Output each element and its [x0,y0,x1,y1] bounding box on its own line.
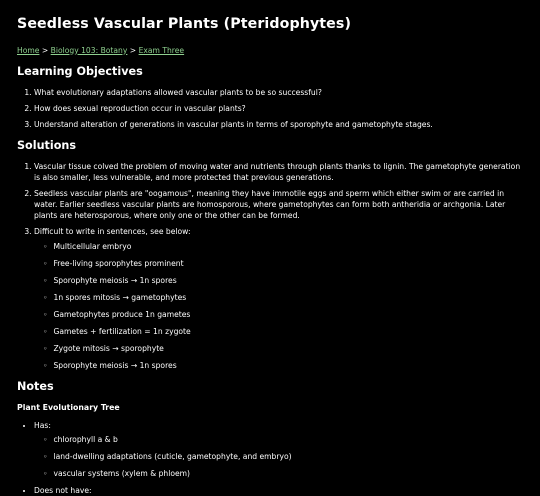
objectives-heading: Learning Objectives [17,64,143,78]
solutions-heading: Solutions [17,138,77,152]
list-item-text: Difficult to write in sentences, see below: [34,227,191,237]
list-item: • Does not have: [34,485,523,496]
life-cycle-steps [34,241,523,371]
list-item: 1. Vascular tissue colved the problem of moving water and nutrients through plants thanks to lignin. The gametophyte generation is also smaller, less vulnerable, and more protected that previous generations. [34,161,523,183]
notes-heading: Notes [17,380,54,394]
list-item: ◦ Free-living sporophytes prominent [43,258,523,269]
notes-list [17,420,523,496]
breadcrumb-separator: > [41,45,49,55]
list-item [34,420,523,479]
list-item: 2. Seedless vascular plants are "oogamous", meaning they have immotile eggs and sperm which either swim or are carried in water. Earlier seedless vascular plants are homosporous, where gametophytes can form both antheridia or archgonia. Later plants are heterosporous, where only one or the other can be formed. [34,188,523,221]
notes-subheading: Plant Evolutionary Tree [17,403,120,413]
list-item: ◦ Sporophyte meiosis → 1n spores [43,275,523,286]
has-list [34,434,523,479]
list-item: ◦ land-dwelling adaptations (cuticle, gametophyte, and embryo) [43,451,523,462]
list-item: 3. Understand alteration of generations in vascular plants in terms of sporophyte and gametophyte stages. [34,119,523,130]
list-item: ◦ 1n spores mitosis → gametophytes [43,292,523,303]
breadcrumb [17,45,523,56]
list-item: ◦ Gametes + fertilization = 1n zygote [43,326,523,337]
list-item [34,226,523,371]
list-item: ◦ vascular systems (xylem & phloem) [43,468,523,479]
breadcrumb-course-link[interactable]: Biology 103: Botany [50,45,128,55]
solutions-list [17,161,523,371]
list-item: ◦ Sporophyte meiosis → 1n spores [43,360,523,371]
list-item: 2. How does sexual reproduction occur in vascular plants? [34,103,523,114]
list-item: 1. What evolutionary adaptations allowed vascular plants to be so successful? [34,87,523,98]
breadcrumb-home-link[interactable]: Home [17,45,40,55]
list-item: ◦ chlorophyll a & b [43,434,523,445]
page-title: Seedless Vascular Plants (Pteridophytes) [17,16,352,32]
breadcrumb-separator: > [129,45,137,55]
list-item: ◦ Multicellular embryo [43,241,523,252]
list-item: ◦ Gametophytes produce 1n gametes [43,309,523,320]
objectives-list [17,87,523,130]
list-item-text: Has: [34,420,51,430]
list-item: ◦ Zygote mitosis → sporophyte [43,343,523,354]
breadcrumb-exam-link[interactable]: Exam Three [138,45,185,55]
